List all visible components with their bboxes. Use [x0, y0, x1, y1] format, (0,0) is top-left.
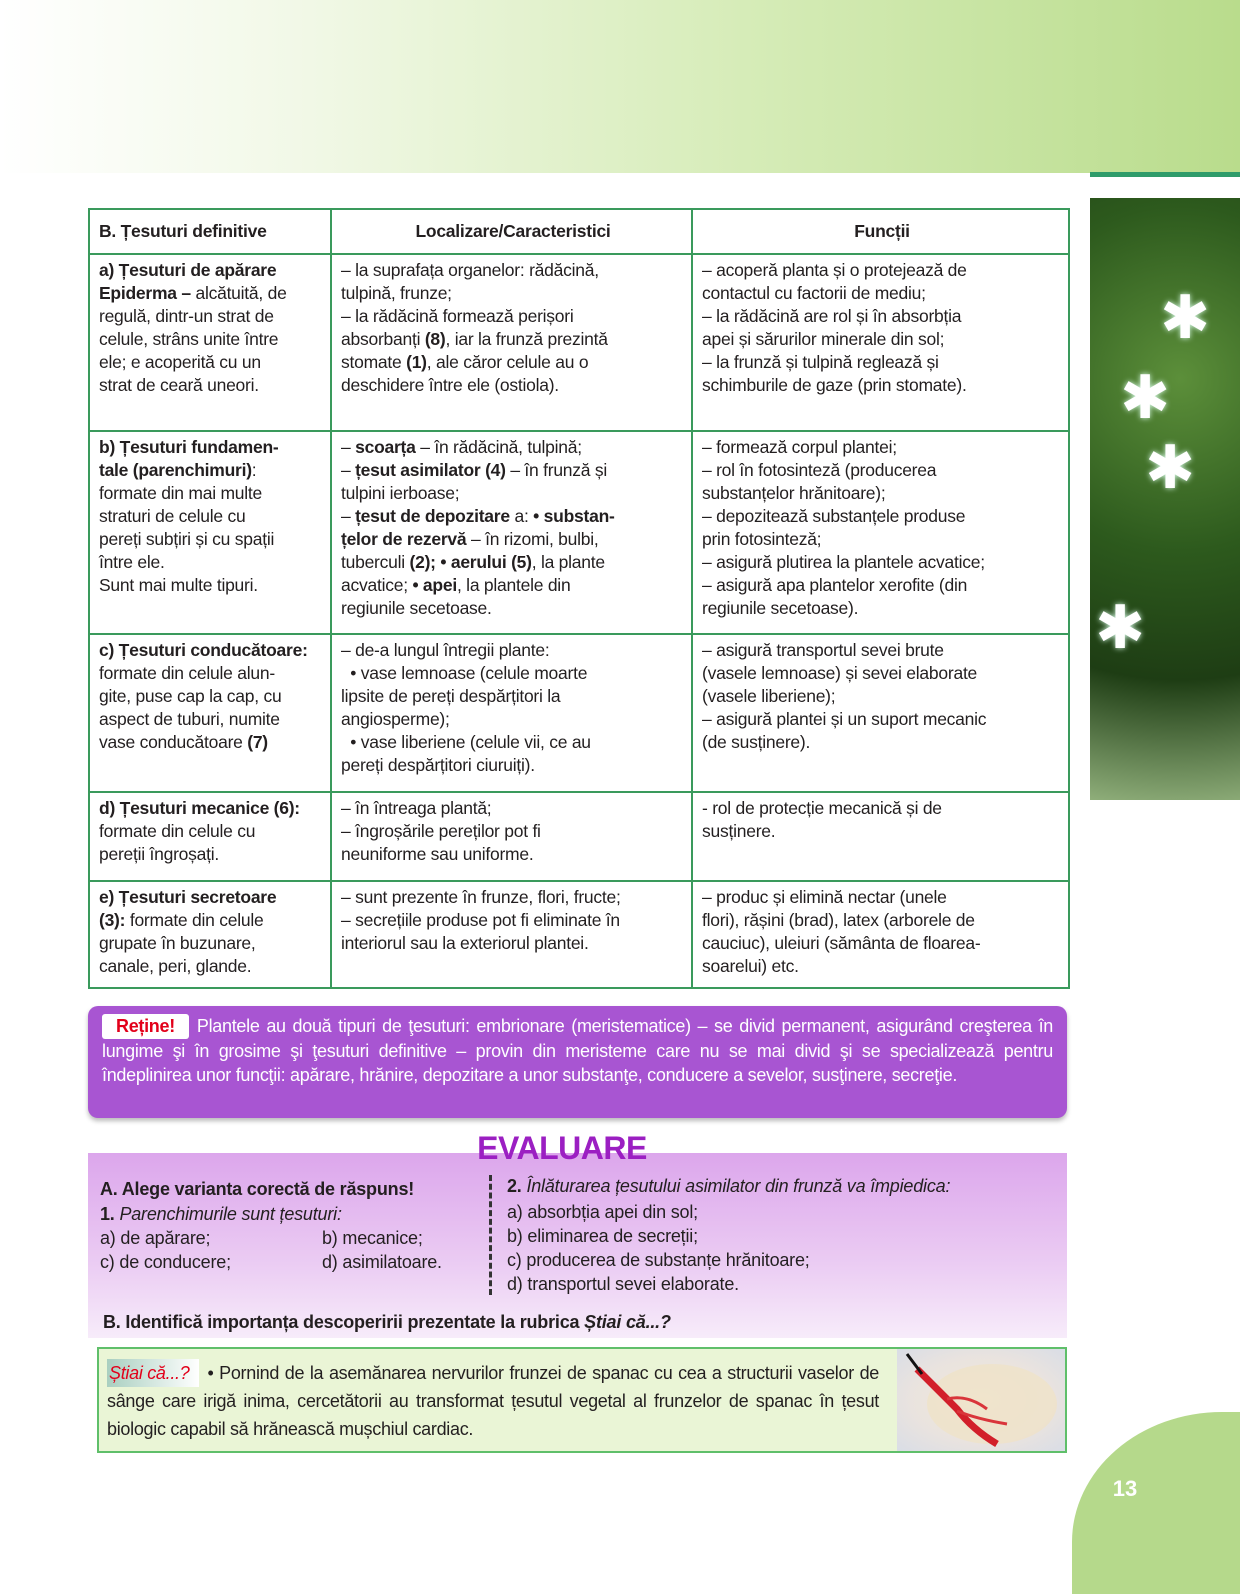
- cell-line: [702, 482, 1062, 505]
- cell-line: [99, 328, 324, 351]
- function-cell: [692, 792, 1069, 881]
- q1-option-c: c) de conducere;: [100, 1252, 231, 1272]
- cell-line: [99, 820, 324, 843]
- cell-line: [341, 886, 685, 909]
- text: tulpini ierboase;: [341, 483, 460, 503]
- cell-line: [341, 662, 685, 685]
- text: canale, peri, glande.: [99, 956, 252, 976]
- evaluare-title: EVALUARE: [477, 1130, 647, 1166]
- cell-line: [702, 351, 1062, 374]
- text: gite, puse cap la cap, cu: [99, 686, 282, 706]
- location-cell: [331, 881, 692, 988]
- retine-text: Plantele au două tipuri de ţesuturi: embrionare (meristematice) – se divid permanent, asigurând creşterea în lungime şi în grosime şi ţesuturi definitive – provin din meristeme care nu se mai divid şi se specializează pentru îndeplinirea unor funcţii: apărare, hrănire, depozitare a unor substanţe, conducere a sevelor, susţinere, secreţie.: [102, 1016, 1053, 1085]
- text: – în rădăcină, tulpină;: [415, 437, 582, 457]
- cell-line: [341, 820, 685, 843]
- stiai-label: Știai că...?: [107, 1359, 199, 1387]
- text: susținere.: [702, 821, 776, 841]
- cell-line: [99, 551, 324, 574]
- cell-line: [341, 459, 685, 482]
- cell-line: [341, 282, 685, 305]
- bold-text: (1): [406, 352, 427, 372]
- cell-line: [702, 820, 1062, 843]
- cell-line: [341, 909, 685, 932]
- tissue-cell: [89, 431, 331, 634]
- cell-line: [702, 505, 1062, 528]
- cell-line: [341, 505, 685, 528]
- cell-line: [341, 731, 685, 754]
- cell-line: [99, 305, 324, 328]
- text: – secrețiile produse pot fi eliminate în: [341, 910, 620, 930]
- q2-option-c: c) producerea de substanțe hrănitoare;: [507, 1250, 810, 1270]
- q1-option-d: d) asimilatoare.: [322, 1252, 442, 1272]
- cell-line: [702, 886, 1062, 909]
- cell-line: [99, 528, 324, 551]
- bold-text: • substan-: [533, 506, 615, 526]
- tissue-cell: [89, 634, 331, 792]
- location-cell: [331, 431, 692, 634]
- text: regiunile secetoase).: [702, 598, 859, 618]
- cell-line: [341, 436, 685, 459]
- bold-text: • apei: [412, 575, 457, 595]
- text: formate din celule: [125, 910, 264, 930]
- q2-text: Înlăturarea țesutului asimilator din frunză va împiedica:: [526, 1176, 951, 1196]
- text: – la suprafața organelor: rădăcină,: [341, 260, 599, 280]
- cell-line: [99, 482, 324, 505]
- header-tissues: B. Țesuturi definitive: [89, 209, 331, 254]
- text: – asigură plantei și un suport mecanic: [702, 709, 987, 729]
- cell-line: [99, 282, 324, 305]
- question-2: [507, 1174, 950, 1198]
- bold-text: c) Țesuturi conducătoare:: [99, 640, 308, 660]
- header-functions: Funcții: [692, 209, 1069, 254]
- cell-line: [99, 374, 324, 397]
- text: tulpină, frunze;: [341, 283, 452, 303]
- cell-line: [702, 574, 1062, 597]
- cell-line: [702, 528, 1062, 551]
- cell-line: [341, 639, 685, 662]
- text: – rol în fotosinteză (producerea: [702, 460, 937, 480]
- section-b-text: B. Identifică importanța descoperirii prezentate la rubrica: [103, 1312, 585, 1332]
- bold-text: scoarța: [355, 437, 416, 457]
- text: – îngroșările pereților pot fi: [341, 821, 541, 841]
- text: , iar la frunză prezintă: [445, 329, 608, 349]
- bold-text: d) Țesuturi mecanice (6):: [99, 798, 300, 818]
- text: soarelui) etc.: [702, 956, 799, 976]
- flower-icon: ✱: [1095, 594, 1146, 661]
- text: deschidere între ele (ostiola).: [341, 375, 559, 395]
- text: schimburile de gaze (prin stomate).: [702, 375, 967, 395]
- q2-option-b: b) eliminarea de secreții;: [507, 1226, 698, 1246]
- text: regulă, dintr-un strat de: [99, 306, 274, 326]
- cell-line: [341, 528, 685, 551]
- text: – de-a lungul întregii plante:: [341, 640, 550, 660]
- cell-line: [702, 932, 1062, 955]
- cell-line: [702, 374, 1062, 397]
- cell-line: [702, 328, 1062, 351]
- cell-line: [99, 909, 324, 932]
- cell-line: [702, 305, 1062, 328]
- cell-line: [341, 374, 685, 397]
- text: celule, strâns unite între: [99, 329, 279, 349]
- page-corner: [1072, 1412, 1240, 1594]
- text: aspect de tuburi, numite: [99, 709, 280, 729]
- cell-line: [99, 505, 324, 528]
- text: neuniforme sau uniforme.: [341, 844, 534, 864]
- cell-line: [341, 843, 685, 866]
- text: (de susținere).: [702, 732, 811, 752]
- text: interiorul sau la exteriorul plantei.: [341, 933, 589, 953]
- q1-option-a: a) de apărare;: [100, 1228, 211, 1248]
- cell-line: [702, 551, 1062, 574]
- cell-line: [702, 662, 1062, 685]
- text: , la plante: [531, 552, 605, 572]
- bold-text: țesut de depozitare: [355, 506, 510, 526]
- cell-line: [702, 909, 1062, 932]
- table-row-conductive: [89, 634, 1069, 792]
- text: alcătuită, de: [190, 283, 287, 303]
- bold-text: (7): [247, 732, 268, 752]
- table-row-secretory: [89, 881, 1069, 988]
- cell-line: [99, 731, 324, 754]
- cell-line: [341, 305, 685, 328]
- text: (vasele liberiene);: [702, 686, 836, 706]
- question-1: [100, 1202, 342, 1226]
- text: , la plantele din: [456, 575, 571, 595]
- section-a-title: A. Alege varianta corectă de răspuns!: [100, 1179, 415, 1199]
- cell-line: [702, 685, 1062, 708]
- text: – în frunză și: [505, 460, 608, 480]
- tissue-cell: [89, 792, 331, 881]
- header-divider: [1090, 172, 1240, 177]
- text: acvatice;: [341, 575, 413, 595]
- text: stomate: [341, 352, 407, 372]
- location-cell: [331, 792, 692, 881]
- bold-text: e) Țesuturi secretoare: [99, 887, 277, 907]
- cell-line: [702, 597, 1062, 620]
- section-b: [103, 1310, 671, 1334]
- bold-text: a) Țesuturi de apărare: [99, 260, 277, 280]
- header-band: [0, 0, 1240, 173]
- q2-number: 2.: [507, 1176, 522, 1196]
- flower-icon: ✱: [1145, 434, 1196, 501]
- text: , ale căror celule au o: [426, 352, 589, 372]
- text: – la frunză și tulpină reglează și: [702, 352, 939, 372]
- section-b-italic: Știai că...?: [584, 1312, 671, 1332]
- text: substanțelor hrănitoare);: [702, 483, 886, 503]
- text: – asigură plutirea la plantele acvatice;: [702, 552, 985, 572]
- cell-line: [702, 955, 1062, 978]
- stiai-content: [107, 1359, 879, 1443]
- text: ele; e acoperită cu un: [99, 352, 261, 372]
- text: cauciuc), uleiuri (sământa de floarea-: [702, 933, 981, 953]
- cell-line: [341, 351, 685, 374]
- cell-line: [341, 574, 685, 597]
- cell-line: [341, 551, 685, 574]
- q1-option-b: b) mecanice;: [322, 1228, 423, 1248]
- bold-text: b) Țesuturi fundamen-: [99, 437, 279, 457]
- q1-number: 1.: [100, 1204, 115, 1224]
- cell-line: [341, 797, 685, 820]
- spinach-leaf-photo: [897, 1349, 1065, 1451]
- cell-line: [341, 259, 685, 282]
- text: pereții îngroșați.: [99, 844, 220, 864]
- text: grupate în buzunare,: [99, 933, 256, 953]
- text: – asigură transportul sevei brute: [702, 640, 944, 660]
- cell-line: [341, 708, 685, 731]
- cell-line: [99, 797, 324, 820]
- text: – în rizomi, bulbi,: [466, 529, 599, 549]
- cell-line: [702, 259, 1062, 282]
- cell-line: [341, 754, 685, 777]
- cell-line: [99, 662, 324, 685]
- bold-text: țelor de rezervă: [341, 529, 467, 549]
- cell-line: [99, 574, 324, 597]
- page-number: 13: [1112, 1476, 1138, 1501]
- cell-line: [99, 259, 324, 282]
- text: flori), rășini (brad), latex (arborele de: [702, 910, 975, 930]
- cell-line: [99, 685, 324, 708]
- cell-line: [702, 459, 1062, 482]
- text: – sunt prezente în frunze, flori, fructe;: [341, 887, 621, 907]
- cell-line: [99, 351, 324, 374]
- text: Sunt mai multe tipuri.: [99, 575, 258, 595]
- text: formate din celule cu: [99, 821, 256, 841]
- bold-text: (3):: [99, 910, 126, 930]
- text: – la rădăcină formează perișori: [341, 306, 574, 326]
- location-cell: [331, 634, 692, 792]
- text: • vase lemnoase (celule moarte: [341, 663, 588, 683]
- table-row-mechanical: [89, 792, 1069, 881]
- cell-line: [341, 597, 685, 620]
- text: vase conducătoare: [99, 732, 248, 752]
- text: lipsite de pereți despărțitori la: [341, 686, 561, 706]
- bold-text: (2); • aerului (5): [409, 552, 532, 572]
- cell-line: [99, 932, 324, 955]
- tissue-cell: [89, 254, 331, 431]
- text: a:: [509, 506, 534, 526]
- bold-text: tale (parenchimuri): [99, 460, 252, 480]
- cell-line: [702, 282, 1062, 305]
- cell-line: [341, 932, 685, 955]
- text: – în întreaga plantă;: [341, 798, 492, 818]
- text: strat de ceară uneori.: [99, 375, 259, 395]
- q1-text: Parenchimurile sunt țesuturi:: [119, 1204, 342, 1224]
- text: :: [251, 460, 257, 480]
- text: – formează corpul plantei;: [702, 437, 897, 457]
- text: - rol de protecție mecanică și de: [702, 798, 942, 818]
- text: formate din mai multe: [99, 483, 263, 503]
- text: angiosperme);: [341, 709, 450, 729]
- text: straturi de celule cu: [99, 506, 246, 526]
- text: • vase liberiene (celule vii, ce au: [341, 732, 591, 752]
- text: –: [341, 506, 356, 526]
- text: prin fotosinteză;: [702, 529, 822, 549]
- stiai-ca-box: [97, 1347, 1067, 1453]
- text: – produc și elimină nectar (unele: [702, 887, 947, 907]
- cell-line: [99, 886, 324, 909]
- text: contactul cu factorii de mediu;: [702, 283, 926, 303]
- text: absorbanți: [341, 329, 425, 349]
- text: (vasele lemnoase) și sevei elaborate: [702, 663, 978, 683]
- header-location: Localizare/Caracteristici: [331, 209, 692, 254]
- cell-line: [702, 639, 1062, 662]
- text: – depozitează substanțele produse: [702, 506, 966, 526]
- text: apei și sărurilor minerale din sol;: [702, 329, 945, 349]
- cell-line: [99, 955, 324, 978]
- function-cell: [692, 254, 1069, 431]
- text: formate din celule alun-: [99, 663, 275, 683]
- bold-text: Epiderma –: [99, 283, 191, 303]
- text: – asigură apa plantelor xerofite (din: [702, 575, 968, 595]
- cell-line: [99, 459, 324, 482]
- flower-icon: ✱: [1160, 284, 1211, 351]
- text: tuberculi: [341, 552, 410, 572]
- text: –: [341, 460, 356, 480]
- text: – la rădăcină are rol și în absorbția: [702, 306, 962, 326]
- cell-line: [341, 328, 685, 351]
- column-divider: [489, 1175, 492, 1295]
- tissue-cell: [89, 881, 331, 988]
- cell-line: [702, 731, 1062, 754]
- flower-icon: ✱: [1120, 364, 1171, 431]
- text: între ele.: [99, 552, 165, 572]
- cell-line: [99, 708, 324, 731]
- cell-line: [99, 639, 324, 662]
- cell-line: [341, 482, 685, 505]
- jasmine-flower-photo: [1090, 198, 1240, 800]
- text: – acoperă planta și o protejează de: [702, 260, 967, 280]
- text: pereți subțiri și cu spații: [99, 529, 275, 549]
- text: regiunile secetoase.: [341, 598, 492, 618]
- function-cell: [692, 431, 1069, 634]
- location-cell: [331, 254, 692, 431]
- q2-option-a: a) absorbția apei din sol;: [507, 1202, 698, 1222]
- function-cell: [692, 881, 1069, 988]
- bold-text: țesut asimilator (4): [355, 460, 506, 480]
- stiai-text: • Pornind de la asemănarea nervurilor frunzei de spanac cu cea a structurii vaselor de sânge care irigă inima, cercetătorii au transformat țesutul vegetal al frunzelor de spanac în țesut biologic capabil să hrănească mușchiul cardiac.: [107, 1363, 879, 1439]
- q2-option-d: d) transportul sevei elaborate.: [507, 1274, 739, 1294]
- cell-line: [341, 685, 685, 708]
- cell-line: [99, 843, 324, 866]
- function-cell: [692, 634, 1069, 792]
- cell-line: [702, 436, 1062, 459]
- retine-box: [88, 1006, 1067, 1118]
- table-row-protective: [89, 254, 1069, 431]
- cell-line: [702, 708, 1062, 731]
- text: –: [341, 437, 356, 457]
- cell-line: [702, 797, 1062, 820]
- table-row-fundamental: [89, 431, 1069, 634]
- text: pereți despărțitori ciuruiți).: [341, 755, 535, 775]
- tissues-table: [88, 208, 1070, 989]
- cell-line: [99, 436, 324, 459]
- bold-text: (8): [424, 329, 446, 349]
- retine-label: Reține!: [102, 1014, 189, 1039]
